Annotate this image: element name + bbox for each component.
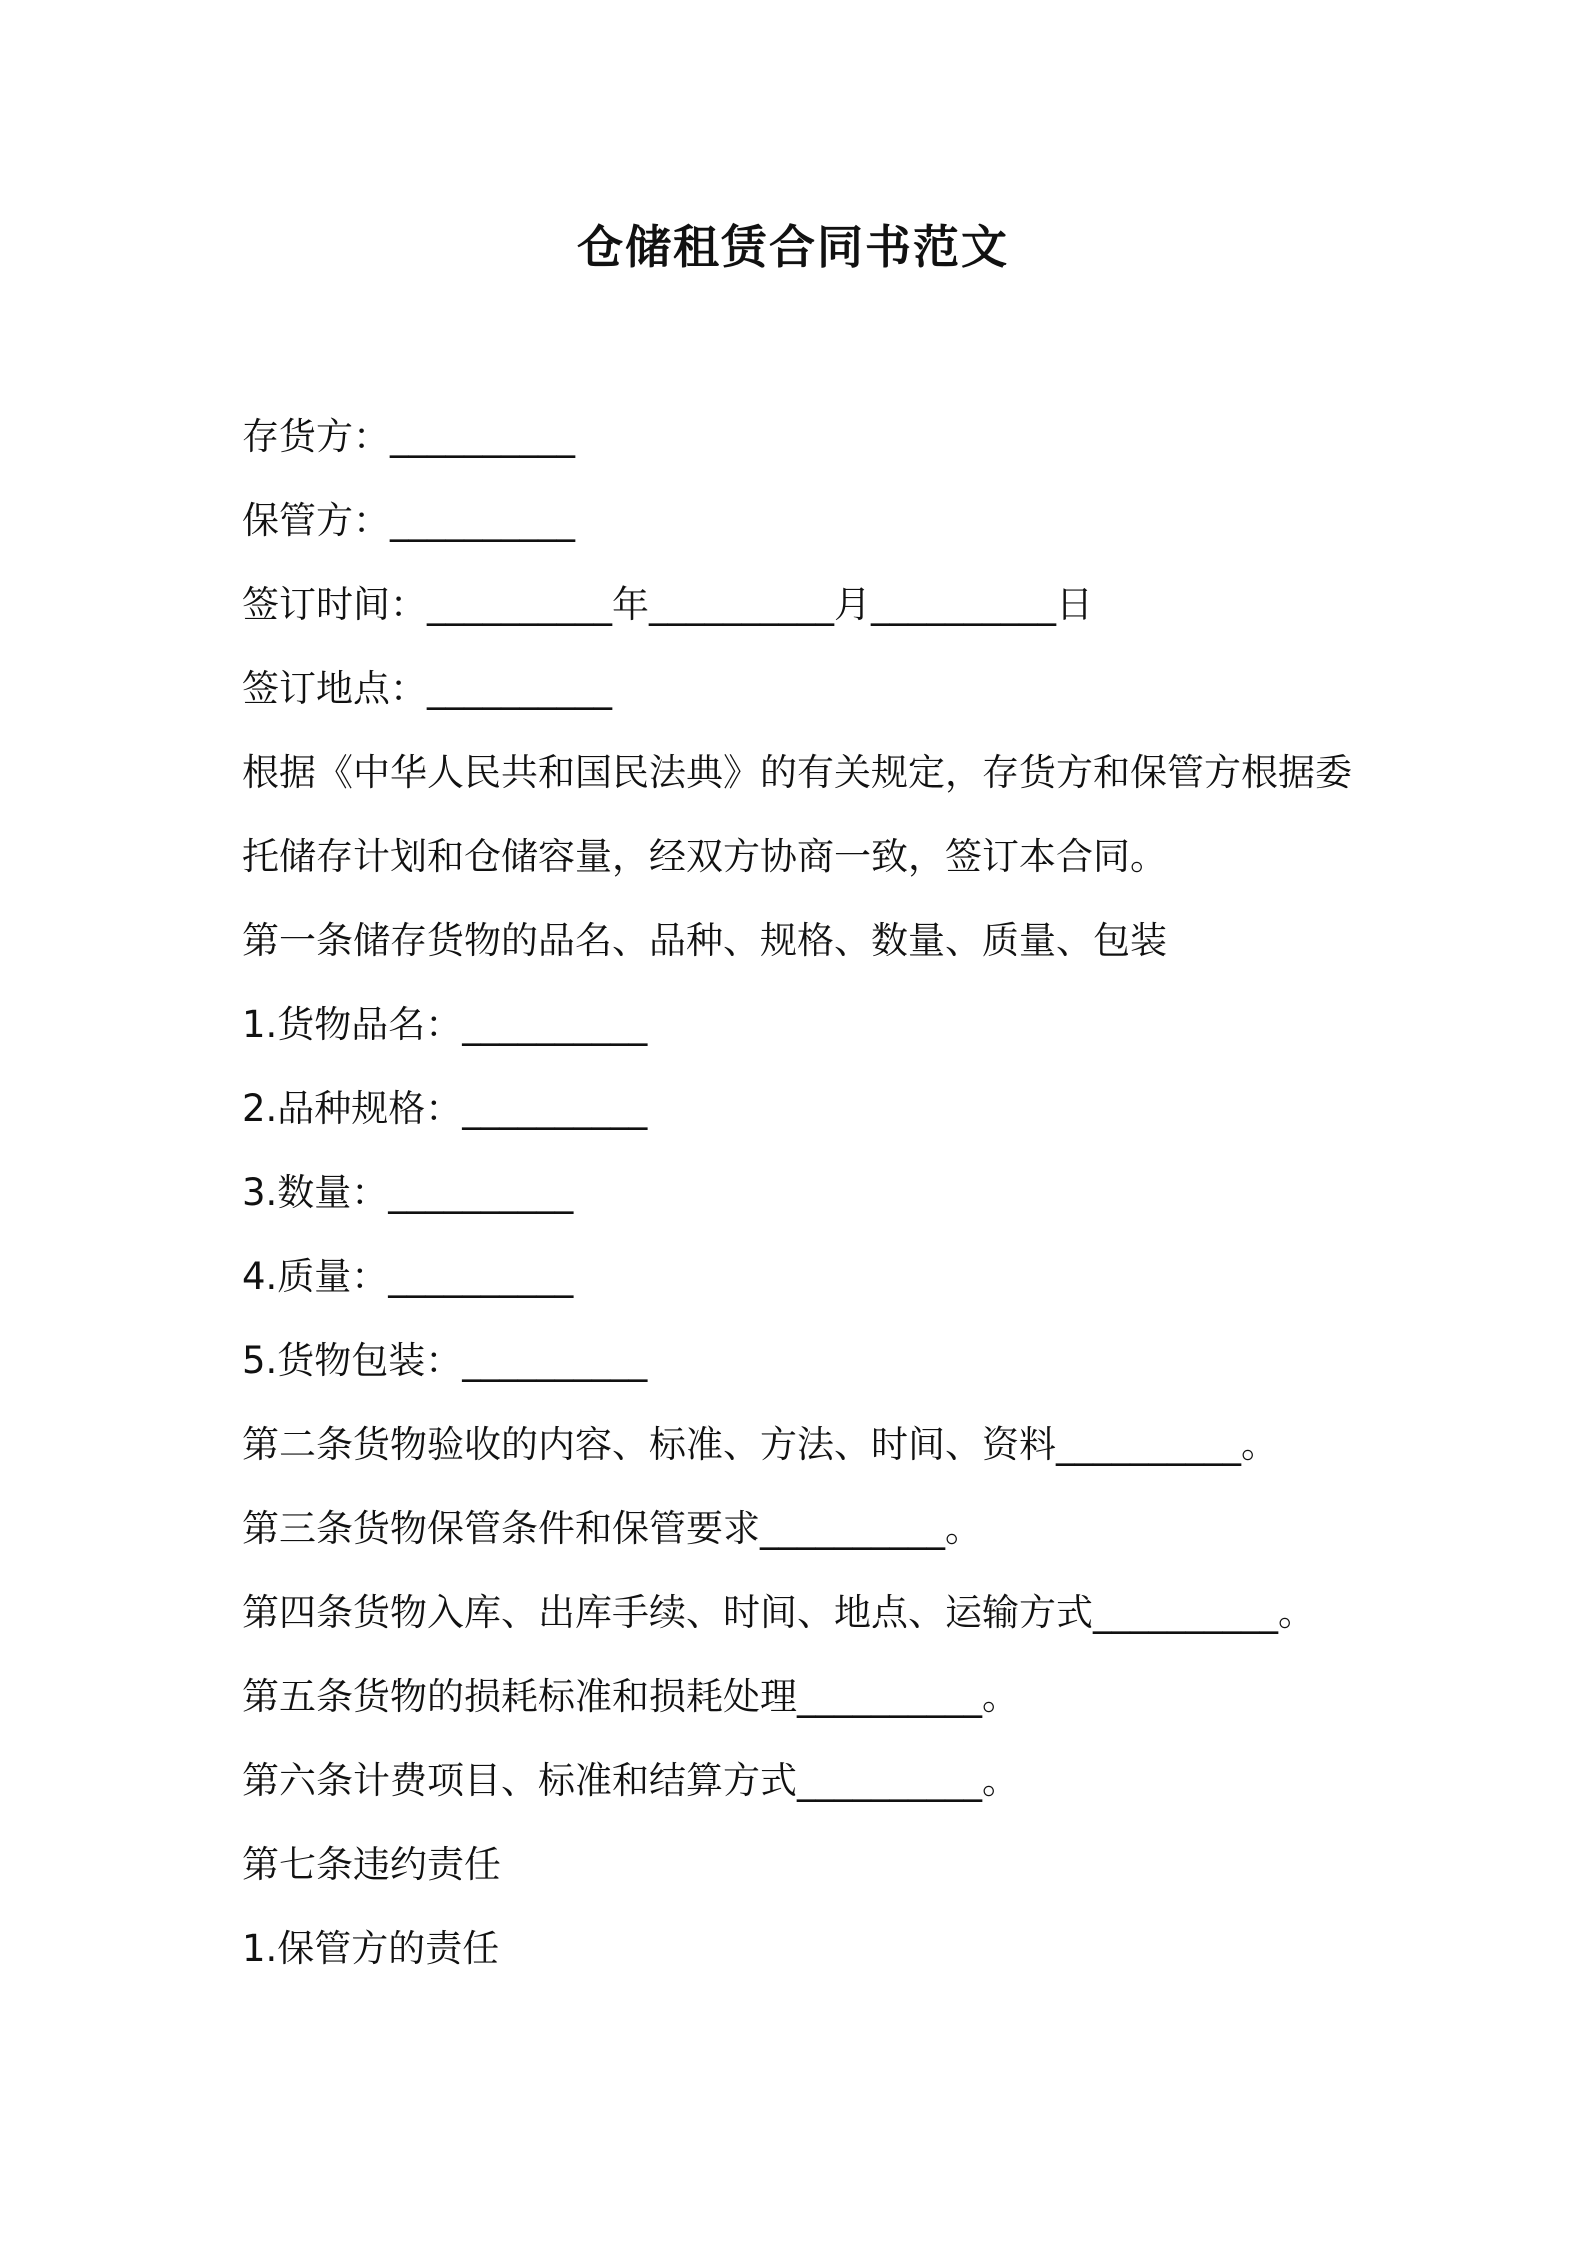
preamble-line-1: 根据《中华人民共和国民法典》的有关规定，存货方和保管方根据委 (242, 751, 1352, 794)
document-body (242, 405, 1372, 2001)
packaging-field: 5.货物包装：__________ (242, 1339, 648, 1382)
article-2: 第二条货物验收的内容、标准、方法、时间、资料__________。 (242, 1423, 1278, 1466)
depositor-field: 存货方：__________ (242, 415, 575, 458)
goods-name-field: 1.货物品名：__________ (242, 1003, 648, 1046)
article-4: 第四条货物入库、出库手续、时间、地点、运输方式__________。 (242, 1591, 1315, 1634)
article-6: 第六条计费项目、标准和结算方式__________。 (242, 1759, 1019, 1802)
article-1-heading: 第一条储存货物的品名、品种、规格、数量、质量、包装 (242, 919, 1167, 962)
article-7-heading: 第七条违约责任 (242, 1843, 501, 1886)
custodian-liability-heading: 1.保管方的责任 (242, 1927, 500, 1970)
article-5: 第五条货物的损耗标准和损耗处理__________。 (242, 1675, 1019, 1718)
article-3: 第三条货物保管条件和保管要求__________。 (242, 1507, 982, 1550)
signing-date-field: 签订时间：__________年__________月__________日 (242, 583, 1093, 626)
document-title: 仓储租赁合同书范文 (577, 220, 1009, 274)
quality-field: 4.质量：__________ (242, 1255, 574, 1298)
quantity-field: 3.数量：__________ (242, 1171, 574, 1214)
preamble-line-2: 托储存计划和仓储容量，经双方协商一致，签订本合同。 (242, 835, 1167, 878)
signing-place-field: 签订地点：__________ (242, 667, 612, 710)
custodian-field: 保管方：__________ (242, 499, 575, 542)
goods-spec-field: 2.品种规格：__________ (242, 1087, 648, 1130)
